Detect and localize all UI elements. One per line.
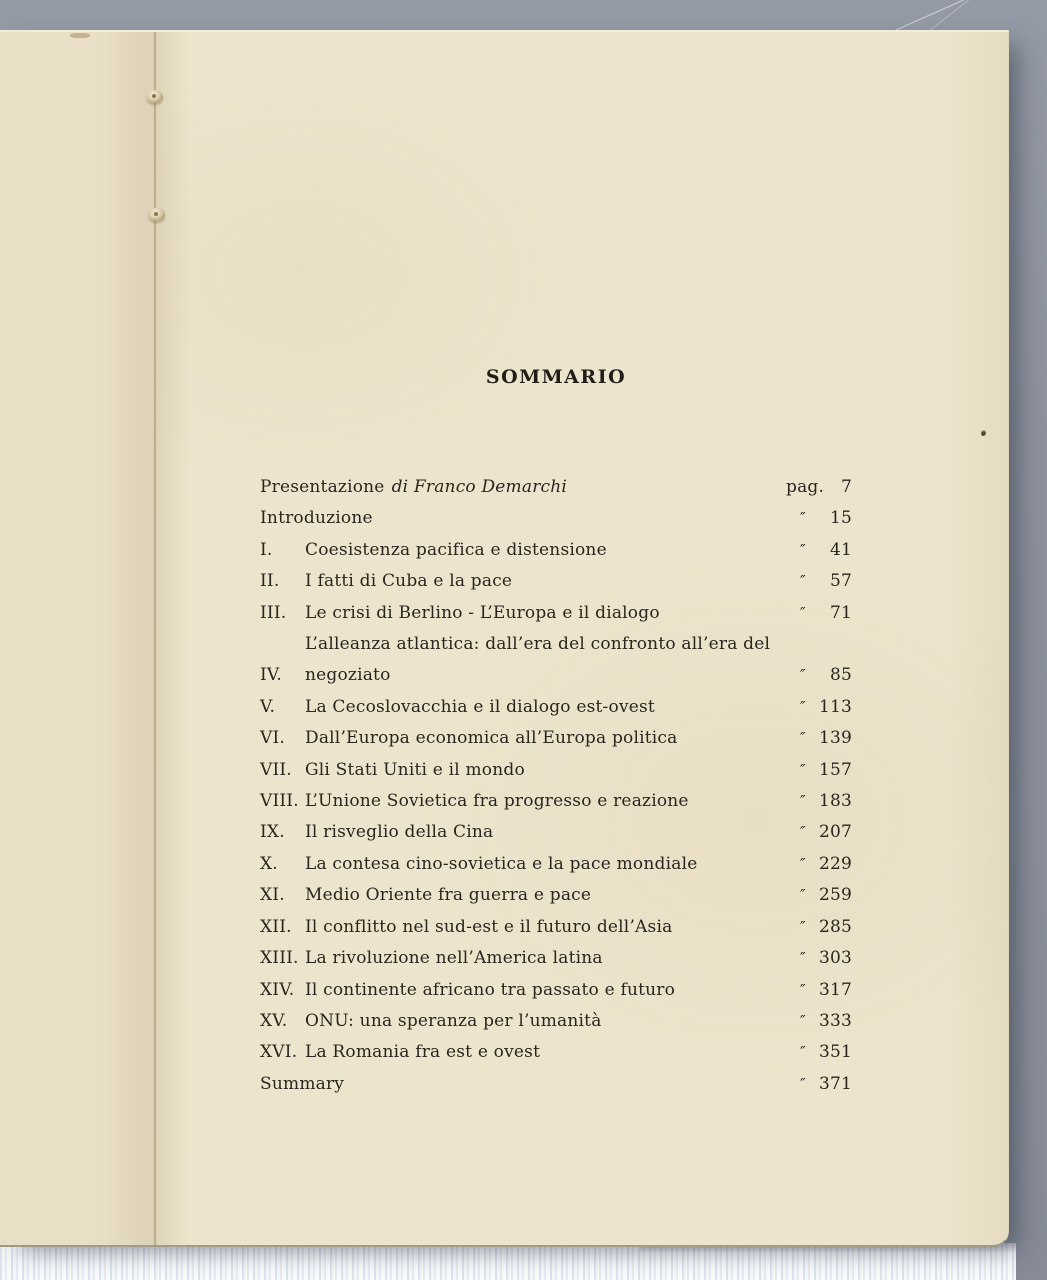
chapter-numeral: III.: [260, 602, 287, 623]
toc-entry-title: [305, 629, 786, 692]
toc-entry-pagecell: [786, 975, 852, 1006]
ditto-mark: ″: [800, 1074, 806, 1093]
toc-entry-text: Le crisi di Berlino - L’Europa e il dialogo: [305, 602, 660, 623]
ditto-mark: ″: [800, 697, 806, 716]
toc-row: [260, 566, 852, 597]
ditto-mark: ″: [800, 572, 806, 591]
toc-entry-pagecell: [786, 598, 852, 629]
toc-entry-text: Gli Stati Uniti e il mondo: [305, 759, 525, 780]
toc-entry-pagecell: [786, 503, 852, 534]
toc-entry-pagecell: [786, 1037, 852, 1068]
toc-entry-text: Coesistenza pacifica e distensione: [305, 539, 607, 560]
toc-entry-pagecell: [786, 660, 852, 691]
page-number: 15: [829, 508, 852, 529]
page-number: 41: [829, 539, 852, 560]
toc-row: [260, 535, 852, 566]
toc-entry-title: [305, 975, 786, 1006]
ditto-mark: ″: [800, 949, 806, 968]
toc-entry-title: [305, 598, 786, 629]
toc-row: [260, 912, 852, 943]
toc-entry-text: L’Unione Sovietica fra progresso e reazione: [305, 791, 689, 812]
chapter-numeral: X.: [260, 853, 278, 874]
toc-row: [260, 629, 852, 692]
toc-entry-pagecell: [786, 943, 852, 974]
page-number: 85: [829, 665, 852, 686]
toc-row: [260, 975, 852, 1006]
page-number: 113: [819, 696, 853, 717]
page-number: 207: [819, 822, 853, 843]
ditto-mark: ″: [800, 509, 806, 528]
chapter-numeral: XV.: [260, 1010, 288, 1031]
ditto-mark: ″: [800, 603, 806, 622]
toc-entry-title: [305, 692, 786, 723]
toc-entry-pagecell: [786, 692, 852, 723]
page-number: 303: [819, 948, 853, 969]
toc-entry-title: [305, 1006, 786, 1037]
toc-row: [260, 598, 852, 629]
toc-entry-text-line2: negoziato: [305, 665, 391, 686]
chapter-numeral: XII.: [260, 916, 292, 937]
toc-row: [260, 1037, 852, 1068]
toc-entry-title: [305, 880, 786, 911]
chapter-numeral: VIII.: [260, 791, 299, 812]
chapter-numeral: V.: [260, 696, 276, 717]
chapter-numeral: VI.: [260, 728, 285, 749]
toc-row: [260, 503, 852, 534]
toc-entry-title: [305, 912, 786, 943]
page-abbreviation: pag.: [786, 477, 825, 497]
toc-row: [260, 786, 852, 817]
toc-row: [260, 472, 852, 503]
toc-entry-pagecell: [786, 849, 852, 880]
toc-entry-text: La Romania fra est e ovest: [305, 1042, 541, 1063]
ditto-mark: ″: [800, 1043, 806, 1062]
toc-entry-pagecell: [786, 817, 852, 848]
page-number: 259: [819, 885, 853, 906]
toc-entry-pagecell: [786, 472, 852, 503]
page-number: 139: [819, 728, 853, 749]
page-number: 371: [819, 1073, 853, 1094]
toc-row: [260, 692, 852, 723]
ditto-mark: ″: [800, 540, 806, 559]
previous-page-edge: [0, 32, 154, 1245]
ditto-mark: ″: [800, 886, 806, 905]
toc-entry-text: L’alleanza atlantica: dall’era del confronto all’era del: [305, 634, 771, 655]
ditto-mark: ″: [800, 917, 806, 936]
toc-row: [260, 1006, 852, 1037]
toc-entry-text: La rivoluzione nell’America latina: [305, 948, 603, 969]
toc-entry-title: [305, 1037, 786, 1068]
toc-entry-pagecell: [786, 880, 852, 911]
toc-entry-title: [305, 755, 786, 786]
toc-entry-text: La contesa cino-sovietica e la pace mondiale: [305, 853, 698, 874]
toc-entry-text: Il conflitto nel sud-est e il futuro dell’Asia: [305, 916, 673, 937]
chapter-numeral: XI.: [260, 885, 285, 906]
toc-entry-title: [305, 786, 786, 817]
toc-entry-text: Summary: [260, 1073, 345, 1094]
toc-row: [260, 880, 852, 911]
chapter-numeral: XIII.: [260, 948, 299, 969]
toc-entry-title: [260, 472, 786, 503]
ditto-mark: ″: [800, 792, 806, 811]
toc-entry-pagecell: [786, 1006, 852, 1037]
page-number: 351: [819, 1042, 853, 1063]
binding-hole: [149, 208, 165, 221]
toc-entry-title: [260, 1069, 786, 1100]
chapter-numeral: IX.: [260, 822, 285, 843]
page-number: 183: [819, 791, 853, 812]
page-number: 7: [840, 477, 852, 497]
toc-entry-title: [305, 943, 786, 974]
ditto-mark: ″: [800, 854, 806, 873]
ditto-mark: ″: [800, 760, 806, 779]
toc-entry-pagecell: [786, 1069, 852, 1100]
page-number: 71: [829, 602, 852, 623]
toc-entry-pagecell: [786, 535, 852, 566]
page-number: 157: [819, 759, 853, 780]
toc-entry-text: Medio Oriente fra guerra e pace: [305, 885, 592, 906]
chapter-numeral: IV.: [260, 665, 283, 686]
toc-entry-pagecell: [786, 566, 852, 597]
toc-row: [260, 817, 852, 848]
scanner-band: [0, 1243, 1016, 1280]
ditto-mark: ″: [800, 980, 806, 999]
toc-entry-title: [305, 723, 786, 754]
binding-hole-pit: [154, 212, 158, 216]
toc-entry-pagecell: [786, 912, 852, 943]
toc-entry-text: ONU: una speranza per l’umanità: [305, 1010, 602, 1031]
toc-row: [260, 849, 852, 880]
binding-hole: [147, 90, 163, 103]
toc-entry-pagecell: [786, 723, 852, 754]
book-page: [0, 30, 1009, 1247]
paper-chip: [70, 33, 90, 38]
toc-row: [260, 755, 852, 786]
toc-entry-text: Presentazione: [260, 477, 385, 497]
toc-entry-author: di Franco Demarchi: [391, 477, 568, 497]
toc-entry-text: La Cecoslovacchia e il dialogo est-ovest: [305, 696, 655, 717]
toc-entry-title: [305, 535, 786, 566]
toc-entry-text: Il risveglio della Cina: [305, 822, 494, 843]
toc-entry-text: Introduzione: [260, 508, 373, 529]
binding-hole-pit: [152, 94, 156, 98]
page-number: 285: [819, 916, 853, 937]
page-number: 57: [829, 571, 852, 592]
toc-entry-title: [260, 503, 786, 534]
page-title: SOMMARIO: [485, 366, 627, 388]
table-of-contents: [260, 472, 852, 1100]
toc-entry-pagecell: [786, 755, 852, 786]
toc-entry-text: Dall’Europa economica all’Europa politica: [305, 728, 678, 749]
toc-row: [260, 943, 852, 974]
chapter-numeral: XVI.: [260, 1042, 298, 1063]
toc-entry-pagecell: [786, 786, 852, 817]
ditto-mark: ″: [800, 729, 806, 748]
chapter-numeral: VII.: [260, 759, 292, 780]
ditto-mark: ″: [800, 1011, 806, 1030]
toc-entry-title: [305, 566, 786, 597]
toc-entry-title: [305, 849, 786, 880]
toc-entry-title: [305, 817, 786, 848]
chapter-numeral: II.: [260, 571, 280, 592]
toc-entry-text: I fatti di Cuba e la pace: [305, 571, 513, 592]
page-number: 317: [819, 979, 853, 1000]
chapter-numeral: I.: [260, 539, 273, 560]
toc-row: [260, 723, 852, 754]
ditto-mark: ″: [800, 823, 806, 842]
page-number: 229: [819, 853, 853, 874]
toc-row: [260, 1069, 852, 1100]
ditto-mark: ″: [800, 666, 806, 685]
page-number: 333: [819, 1010, 853, 1031]
toc-entry-text: Il continente africano tra passato e futuro: [305, 979, 676, 1000]
chapter-numeral: XIV.: [260, 979, 295, 1000]
paper-speck: [981, 430, 986, 436]
